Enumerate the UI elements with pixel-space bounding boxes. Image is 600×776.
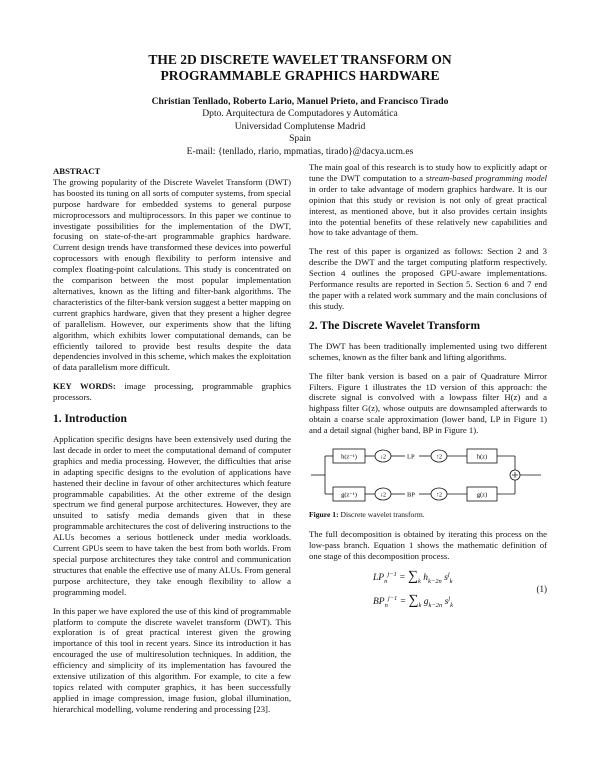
eq-s-1-sup: j: [447, 570, 450, 578]
eq-s-1-sub: k: [449, 577, 453, 585]
eq-g-sub: k−2n: [428, 601, 443, 609]
intro-p3-b: in order to take advantage of modern graphics hardware. It is our opinion that this study or revision is not only of great practical interest, as mentioned above, but it also provides certain insights into the potential benefits of these relatively new capabilities and how to take advantage of them.: [309, 183, 547, 238]
equation-1: [309, 570, 547, 622]
title-line-2: PROGRAMMABLE GRAPHICS HARDWARE: [160, 68, 440, 83]
g-label: g(z): [476, 491, 488, 499]
keywords: [53, 381, 291, 403]
abstract-heading: ABSTRACT: [53, 166, 101, 176]
g-inverse-label: g(z⁻¹): [341, 491, 357, 499]
lp-label: LP: [407, 453, 415, 461]
right-column: [309, 162, 547, 622]
keywords-text: image processing, programmable graphics processors.: [53, 381, 291, 403]
eq-sigma-2: ∑: [408, 592, 419, 608]
eq-lp-sub: n: [384, 577, 388, 585]
upsample-top-label: ↑2: [436, 454, 442, 461]
eq-equals-2: =: [397, 596, 409, 607]
abstract-text: The growing popularity of the Discrete Wavelet Transform (DWT) has boosted its tuning on all sorts of computer systems, from special purpose hardware for embedded systems to general purpose microprocessors and multiprocessors. In this paper we continue to investigate possibilities for the implementation of the DWT, focusing on state-of-the-art programmable graphics hardware. Current design trends have transformed these devices into powerful coprocessors with enough flexibility to perform intensive and complex floating-point calculations. This study is concentrated on the comparison between the most popular implementation alternatives, known as the lifting and filter-bank algorithms. The characteristics of the filter-bank version suggest a better mapping on current graphics hardware, given that they present a higher degree of parallelism. However, our experiments show that the lifting algorithm, which exhibits lower computational demands, can be efficiently tailored to provide best results despite the data dependencies involved in this scheme, which makes the exploitation of data parallelism more difficult.: [53, 176, 291, 373]
eq-lp-sup: j−1: [387, 570, 397, 578]
figure-1: [309, 444, 547, 506]
intro-paragraph-4: The rest of this paper is organized as follows: Section 2 and 3 describe the DWT and the target computing platform respectively. Section 4 outlines the proposed GPU-aware implementations. Performance results are reported in Section 5. Section 6 and 7 end the paper with a related work summary and the main conclusions of this study.: [309, 246, 547, 311]
eq-g: g: [423, 596, 429, 607]
affiliation-dept: Dpto. Arquitectura de Computadores y Automática: [202, 108, 398, 120]
eq-bp-sup: j−1: [387, 594, 398, 602]
paper-title: [40, 52, 560, 84]
eq-s-1: s: [441, 572, 448, 583]
h-label: h(z): [476, 453, 488, 461]
figure-1-caption-label: Figure 1:: [309, 510, 339, 520]
dwt-paragraph-2: The filter bank version is based on a pair of Quadrature Mirror Filters. Figure 1 illustrates the 1D version of this approach: the discrete signal is convolved with a lowpass filter H(z) and a highpass filter G(z), whose outputs are downsampled afterwards to obtain a coarse scale approximation (lower band, LP in Figure 1) and a detail signal (higher band, BP in Figure 1).: [309, 370, 547, 436]
downsample-top-label: ↓2: [380, 454, 386, 461]
author-email: E-mail: {tenllado, rlario, mpmatias, tirado}@dacya.ucm.es: [186, 145, 414, 157]
downsample-bottom-label: ↓2: [380, 492, 386, 499]
intro-p3-emphasis: stream-based programming model: [425, 172, 547, 183]
affiliation-country: Spain: [289, 133, 311, 145]
intro-paragraph-2-start: [53, 606, 291, 715]
equation-1-lp: [373, 568, 453, 585]
dwt-paragraph-1: The DWT has been traditionally implemented using two different schemes, known as the filter bank and lifting algorithms.: [309, 340, 547, 362]
eq-bp-sub: n: [384, 601, 388, 609]
title-line-1: THE 2D DISCRETE WAVELET TRANSFORM ON: [148, 52, 452, 67]
author-block: [40, 96, 560, 158]
keywords-label: KEY WORDS:: [53, 381, 116, 392]
figure-1-caption-text: Discrete wavelet transform.: [338, 510, 425, 520]
filter-bank-diagram: [309, 444, 547, 506]
h-inverse-label: h(z⁻¹): [341, 453, 357, 461]
bp-label: BP: [407, 491, 415, 499]
eq-h: h: [423, 572, 428, 583]
intro-p3-a: The main goal of this research is to study how to explicitly adapt or tune the DWT computation to a: [309, 162, 547, 183]
eq-sigma-1: ∑: [407, 568, 418, 584]
section-heading-dwt: 2. The Discrete Wavelet Transform: [309, 319, 481, 332]
intro-paragraph-1: Application specific designs have been extensively used during the last decade in order to meet the computational demand of computer graphics and media processing. However, the difficulties that arise in adapting specific designs to the evolution of applications have hastened their decline in favour of other architectures which feature programmable capabilities. At the other extreme of the design spectrum we find general purpose architectures. However, they are unsuited to satisfy media demands given that in these programmable architectures the cost of delivering instructions to the ALUs becomes a serious bottleneck under media workloads. Current GPUs seem to have taken the best from both worlds. From special purpose architectures they take control and communication structures that enable the effective use of many ALUs. From general purpose architecture, they take enough flexibility to allow a programming model.: [53, 434, 291, 597]
eq-bp: BP: [373, 596, 385, 607]
eq-s-2: s: [442, 596, 449, 607]
eq-s-2-sub: k: [450, 601, 454, 609]
intro-paragraph-2: In this paper we have explored the use of this kind of programmable platform to compute the discrete wavelet transform (DWT). This exploration is of great practical interest given the growing importance of this tool in recent years. Since its introduction it has encouraged the use of multiresolution techniques. In addition, the efficiency and simplicity of its implementation has favoured the extensive utilization of this algorithm. For example, to cite a few topics related with computer graphics, it has been successfully applied in image compression, image fusion, global illumination, hierarchical modelling, volume rendering and processing [23].: [53, 605, 291, 714]
figure-1-caption: [309, 510, 547, 521]
upsample-bottom-label: ↑2: [436, 492, 442, 499]
affiliation-university: Universidad Complutense Madrid: [234, 120, 366, 132]
eq-h-sub: k−2n: [427, 577, 442, 585]
intro-paragraph-3: [309, 162, 547, 238]
eq-equals-1: =: [396, 572, 408, 583]
eq-s-2-sup: j: [448, 594, 451, 602]
section-heading-introduction: 1. Introduction: [53, 413, 127, 426]
author-names: Christian Tenllado, Roberto Lario, Manuel Prieto, and Francisco Tirado: [151, 96, 449, 107]
eq-lp: LP: [373, 572, 385, 583]
equation-1-bp: [373, 592, 454, 609]
equation-1-number: (1): [536, 583, 547, 594]
eq-sigma-2-sub: k: [418, 601, 422, 609]
dwt-paragraph-3: The full decomposition is obtained by iterating this process on the low-pass branch. Equation 1 shows the mathematic definition of one stage of this decomposition process.: [309, 528, 547, 561]
left-column: [53, 166, 291, 723]
eq-sigma-1-sub: k: [417, 577, 421, 585]
